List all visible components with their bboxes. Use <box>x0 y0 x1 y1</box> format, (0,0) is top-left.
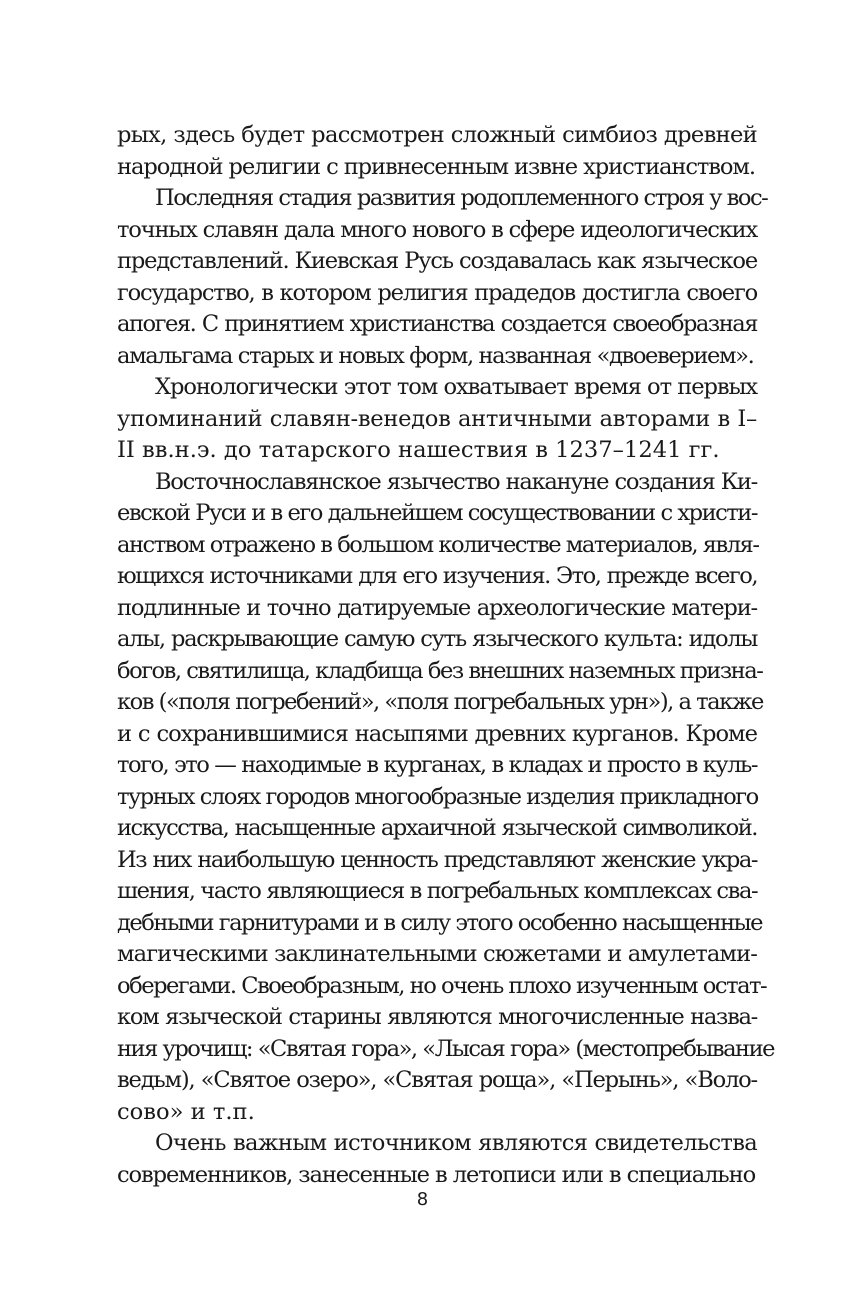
paragraph <box>117 183 768 372</box>
text-line: того, это — находимые в курганах, в кладах и просто в куль- <box>117 752 757 778</box>
text-line: оберегами. Своеобразным, но очень плохо изученным остат- <box>117 972 767 999</box>
text-line: упоминаний славян-венедов античными авторами в I– <box>117 405 757 432</box>
paragraph <box>117 1128 757 1191</box>
text-line: сово» и т.п. <box>117 1098 255 1125</box>
text-line: турных слоях городов многообразные изделия прикладного <box>117 783 758 810</box>
text-line: магическими заклинательными сюжетами и амулетами- <box>117 941 757 967</box>
text-line: амальгама старых и новых форм, названная «двоеверием». <box>117 342 754 369</box>
text-line: ния урочищ: «Святая гора», «Лысая гора» (местопребывание <box>117 1035 775 1062</box>
text-line: ков («поля погребений», «поля погребальных урн»), а также <box>117 689 763 715</box>
text-line: Восточнославянское язычество накануне создания Ки- <box>155 468 757 495</box>
text-line: рых, здесь будет рассмотрен сложный симбиоз древней <box>117 122 757 148</box>
text-line: Хронологически этот том охватывает время от первых <box>155 374 757 400</box>
text-line: II вв.н.э. до татарского нашествия в 1237–1241 гг. <box>117 437 720 463</box>
text-line: представлений. Киевская Русь создавалась как языческое <box>117 248 757 274</box>
text-line: народной религии с привнесенным извне христианством. <box>117 153 755 180</box>
text-line: Очень важным источником являются свидетельства <box>155 1130 757 1156</box>
text-line: анством отражено в большом количестве материалов, явля- <box>117 531 759 558</box>
text-line: апогея. С принятием христианства создается своеобразная <box>117 311 757 337</box>
text-line: ведьм), «Святое озеро», «Святая роща», «Перынь», «Воло- <box>117 1067 757 1093</box>
text-line: шения, часто являющиеся в погребальных комплексах сва- <box>117 878 758 904</box>
text-line: Последняя стадия развития родоплеменного строя у вос- <box>155 185 768 211</box>
text-line: точных славян дала много нового в сфере идеологических <box>117 216 758 243</box>
text-line: искусства, насыщенные архаичной языческой символикой. <box>117 815 757 841</box>
body-text <box>117 120 775 1191</box>
text-line: Из них наибольшую ценность представляют женские укра- <box>117 846 757 873</box>
text-line: и с сохранившимися насыпями древних курганов. Кроме <box>117 720 757 747</box>
text-line: современников, занесенные в летописи или в специально <box>117 1161 756 1188</box>
text-line: алы, раскрывающие самую суть языческого культа: идолы <box>117 626 757 652</box>
text-line: евской Руси и в его дальнейшем сосуществовании с христи- <box>117 500 757 526</box>
text-line: ющихся источниками для его изучения. Это, прежде всего, <box>117 563 757 589</box>
text-line: дебными гарнитурами и в силу этого особенно насыщенные <box>117 909 762 936</box>
paragraph <box>117 372 757 467</box>
text-line: государство, в котором религия прадедов достигла своего <box>117 279 757 306</box>
page-number: 8 <box>416 1189 429 1210</box>
paragraph <box>117 467 775 1129</box>
paragraph <box>117 120 757 183</box>
text-line: ком языческой старины являются многочисленные назва- <box>117 1004 757 1030</box>
text-line: богов, святилища, кладбища без внешних наземных призна- <box>117 657 763 684</box>
text-line: подлинные и точно датируемые археологические матери- <box>117 594 757 621</box>
